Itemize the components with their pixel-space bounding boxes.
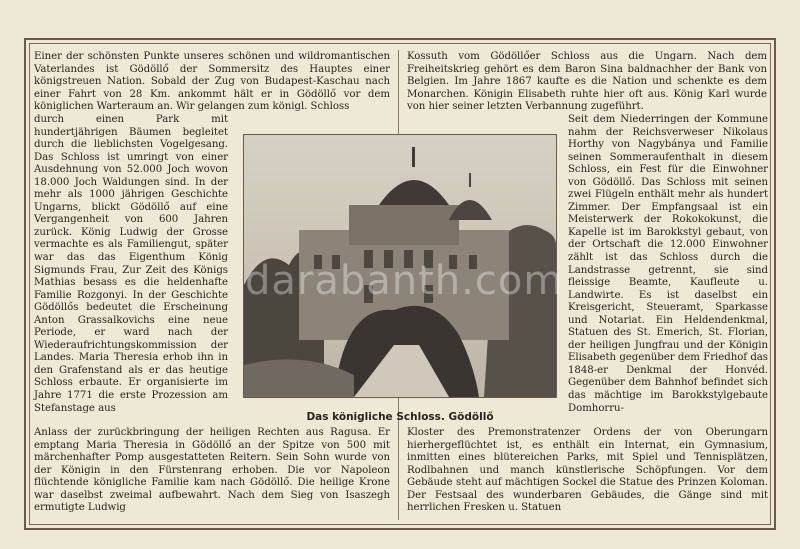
castle-illustration bbox=[244, 135, 556, 397]
text-left-top: Einer der schönsten Punkte unseres schönen und wildromantischen Vaterlandes ist Gödöllő der Sommersitz des Hauptes einer königstreuen Nation. Sobald der Zug von Budapest-Kaschau nach einer Fahrt von 28 Km. ankommt hält er in Gödöllő vor dem königlichen Warteraum an. Wir gelangen zum königl. Schloss bbox=[34, 51, 390, 113]
text-right-middle: Seit dem Niederringen der Kommune nahm der Reichsverweser Nikolaus Horthy von Nagybánya und Familie seinen Sommeraufenthalt in diesem Schloss, ein Fest für die Einwohner von Gödöllő. Das Schloss mit seinen zwei Flügeln enthält mehr als hundert Zimmer. Der Empfangsaal ist ein Meisterwerk der Rokokokunst, die Kapelle ist im Barokkstyl gebaut, von der Ortschaft die 12.000 Einwohner zählt ist das Schloss durch die Landstrasse getrennt, sie sind fleissige Beamte, Kaufleute u. Landwirte. Es ist daselbst ein Kreisgericht, Steueramt, Sparkasse und Notariat. Ein Heldendenkmal, Statuen des St. Emerich, St. Florian, der heiligen Jungfrau und der Königin Elisabeth gegenüber dem Friedhof das 1848-er Denkmal der Honvéd. Gegenüber dem Bahnhof befindet sich das mächtige im Barokkstylgebaute Domhorru- bbox=[568, 114, 768, 414]
text-left-middle: durch einen Park mit hundertjährigen Bäumen begleitet durch die lieblichsten Vogelgesang. Das Schloss ist umringt von einer Ausdehnung von 52.000 Joch wovon 18.000 Joch Waldungen sind. In der mehr als 1000 jährigen Geschichte Ungarns, blickt Gödöllő auf eine Vergangenheit von 600 Jahren zurück. König Ludwig der Grosse vermachte es als Familiengut, später war das das Eigenthum König Sigmunds Frau, Zur Zeit des Königs Mathias besass es die heldenhafte Familie Rozgonyi. In der Geschichte Gödöllős bedeutet die Erscheinung Anton Grassalkovichs eine neue Periode, er ward nach der Wiederaufrichtungskommission der Landes. Maria Theresia erhob ihn in den Grafenstand als er das heutige Schloss erbaute. Er organisierte im Jahre 1771 die erste Prozession am Stefanstage aus bbox=[34, 114, 228, 414]
text-right-top: Kossuth vom Gödöllőer Schloss aus die Ungarn. Nach dem Freiheitskrieg gehört es dem Baron Sina baldnachher der Bank von Belgien. Im Jahre 1867 kaufte es die Nation und schenkte es dem Monarchen. Königin Elisabeth ruhte hier oft aus. König Karl wurde von hier seiner letzten Verbannung zugeführt. bbox=[407, 51, 767, 113]
text-bottom-right: Kloster des Premonstratenzer Ordens der von Oberungarn hierhergeflüchtet ist, es enthält ein Internat, ein Gymnasium, inmitten eines blütereichen Parks, mit Spiel und Tennisplätzen, Rodlbahnen und manch künstlerische Schöpfungen. Vor dem Gebäude steht auf mächtigen Sockel die Statue des Prinzen Koloman. Der Festsaal des wunderbaren Gebäudes, die Gänge sind mit herrlichen Fresken u. Statuen bbox=[407, 427, 768, 514]
castle-photo bbox=[243, 134, 557, 398]
photo-caption: Das königliche Schloss. Gödöllő bbox=[306, 411, 494, 423]
text-bottom-left: Anlass der zurückbringung der heiligen Rechten aus Ragusa. Er emptang Maria Theresia in Gödöllő an der Spitze von 500 mit märchenhafter Pomp ausgestatteten Reitern. Sein Sohn wurde von der Königin in den Fürstenrang erhoben. Die vor Napoleon flüchtende königliche Familie kam nach Gödöllő. Die heilige Krone war daselbst zweimal aufbewahrt. Nach dem Sieg von Isaszegh ermutigte Ludwig bbox=[34, 427, 390, 514]
watermark: darabanth.com bbox=[245, 258, 564, 304]
